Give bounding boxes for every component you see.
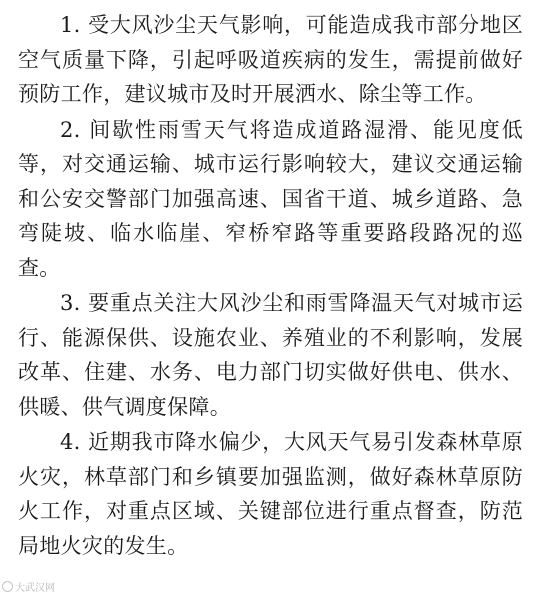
paragraph-3: 3. 要重点关注大风沙尘和雨雪降温天气对城市运行、能源保供、设施农业、养殖业的不利影响，发展改革、住建、水务、电力部门切实做好供电、供水、供暖、供气调度保障。	[18, 291, 523, 419]
paragraph-1: 1. 受大风沙尘天气影响，可能造成我市部分地区空气质量下降，引起呼吸道疾病的发生，需提前做好预防工作，建议城市及时开展洒水、除尘等工作。	[18, 13, 523, 106]
watermark	[2, 579, 55, 594]
watermark-text: 大武汉网	[15, 583, 55, 594]
paragraph-4: 4. 近期我市降水偏少，大风天气易引发森林草原火灾，林草部门和乡镇要加强监测，做好森林草原防火工作，对重点区域、关键部位进行重点督查，防范局地火灾的发生。	[18, 430, 523, 558]
paragraph-2: 2. 间歇性雨雪天气将造成道路湿滑、能见度低等，对交通运输、城市运行影响较大，建议交通运输和公安交警部门加强高速、国省干道、城乡道路、急弯陡坡、临水临崖、窄桥窄路等重要路段路况的巡查。	[18, 117, 523, 280]
watermark-logo-icon	[2, 581, 13, 592]
document-body	[18, 8, 523, 564]
